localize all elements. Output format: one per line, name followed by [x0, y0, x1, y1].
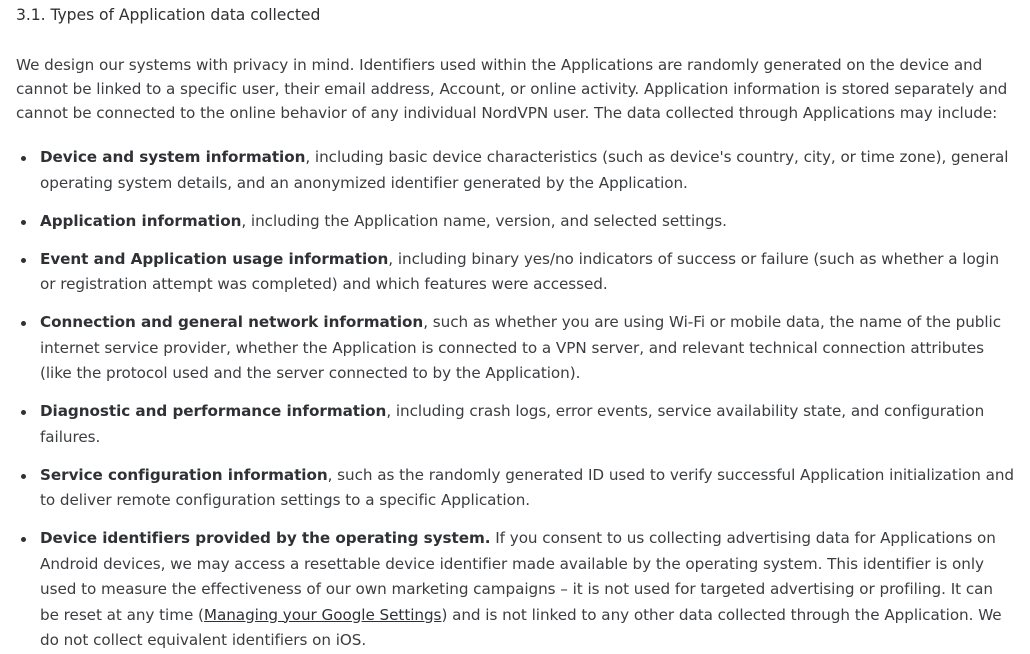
list-item-connection-network	[16, 310, 1015, 387]
item-heading: Event and Application usage information	[40, 249, 389, 268]
bullet-icon	[21, 410, 26, 415]
item-text-before-link: If you consent to us collecting advertising data for Applications on Android devices, we may access a resettable device identifier made available by the operating system. This identifier is only used to measure the effectiveness of our own marketing campaigns – it is not used for targeted advertising or profiling. It can be reset at any time (	[40, 529, 996, 624]
item-text: , including crash logs, error events, service availability state, and configuration failures.	[40, 402, 985, 446]
item-heading: Device and system information	[40, 148, 306, 166]
section-title: 3.1. Types of Application data collected	[16, 6, 321, 24]
bullet-icon	[21, 537, 26, 542]
bullet-icon	[21, 258, 26, 263]
item-heading: Connection and general network information	[40, 313, 424, 331]
item-heading: Service configuration information	[40, 465, 328, 484]
item-heading: Diagnostic and performance information	[40, 402, 387, 420]
item-text: , including binary yes/no indicators of success or failure (such as whether a login or registration attempt was completed) and which features were accessed.	[40, 249, 1000, 293]
item-heading: Device identifiers provided by the operating system.	[40, 529, 491, 547]
data-types-list	[16, 145, 1016, 654]
bullet-icon	[21, 220, 26, 225]
list-item-application-info	[16, 209, 1015, 235]
list-item-device-identifiers	[16, 526, 1015, 654]
item-text: , including the Application name, version, and selected settings.	[241, 211, 727, 230]
bullet-icon	[21, 474, 26, 479]
list-item-event-usage	[16, 247, 1015, 298]
item-text: , such as whether you are using Wi-Fi or mobile data, the name of the public internet service provider, whether the Application is connected to a VPN server, and relevant technical connection attributes (like the protocol used and the server connected to by the Application).	[40, 313, 1001, 382]
item-text-after-link: ) and is not linked to any other data collected through the Application. We do not collect equivalent identifiers on iOS.	[40, 605, 1002, 649]
bullet-icon	[21, 321, 26, 326]
google-settings-link[interactable]: Managing your Google Settings	[203, 605, 442, 624]
item-text: , including basic device characteristics (such as device's country, city, or time zone), general operating system details, and an anonymized identifier generated by the Application.	[40, 148, 1009, 192]
list-item-device-system	[16, 145, 1015, 196]
bullet-icon	[21, 156, 26, 161]
intro-paragraph: We design our systems with privacy in mind. Identifiers used within the Applications are randomly generated on the device and cannot be linked to a specific user, their email address, Account, or online activity. Application information is stored separately and cannot be connected to the online behavior of any individual NordVPN user. The data collected through Applications may include:	[16, 56, 1008, 122]
list-item-diagnostic-performance	[16, 399, 1015, 450]
item-text: , such as the randomly generated ID used to verify successful Application initialization and to deliver remote configuration settings to a specific Application.	[40, 465, 1015, 509]
list-item-service-configuration	[16, 463, 1015, 514]
item-heading: Application information	[40, 211, 242, 230]
